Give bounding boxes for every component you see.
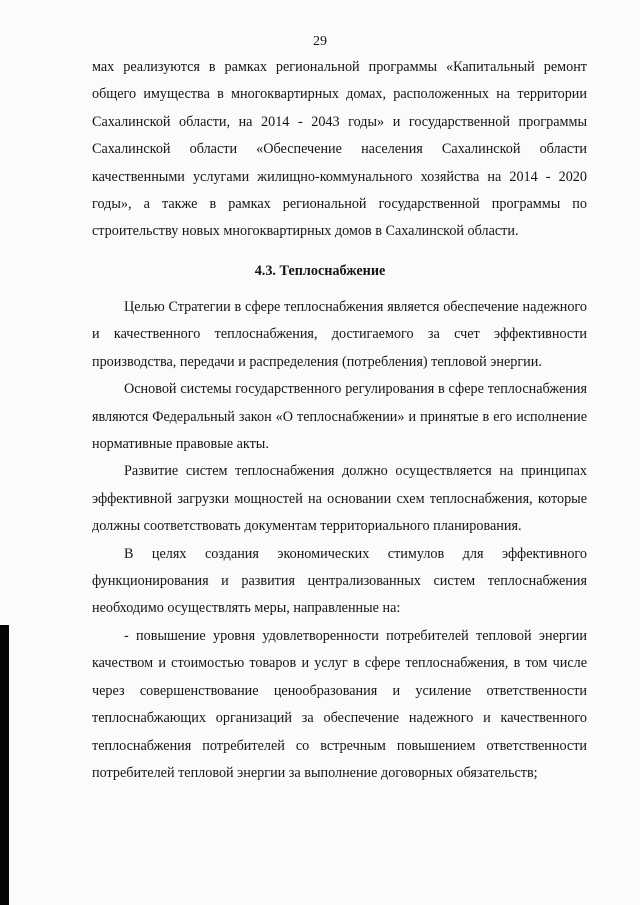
paragraph-regulation: Основой системы государственного регулирования в сфере теплоснабжения являются Федеральный закон «О теплоснабжении» и принятые в его исполнение нормативные правовые акты. — [92, 381, 587, 453]
intro-paragraph: мах реализуются в рамках региональной программы «Капитальный ремонт общего имущества в многоквартирных домах, расположенных на территории Сахалинской области, на 2014 - 2043 годы» и государственной программы Сахалинской области «Обеспечение населения Сахалинской области качественными услугами жилищно-коммунального хозяйства на 2014 - 2020 годы», а также в рамках региональной государственной программы по строительству новых многоквартирных домов в Сахалинской области. — [92, 59, 587, 240]
paragraph-development: Развитие систем теплоснабжения должно осуществляется на принципах эффективной загрузки мощностей на основании схем теплоснабжения, которые должны соответствовать документам территориального планирования. — [92, 463, 587, 535]
section-body — [92, 294, 587, 787]
continued-text-block — [92, 54, 587, 246]
scan-edge-shadow — [0, 625, 9, 905]
section-heading: 4.3. Теплоснабжение — [254, 263, 386, 279]
list-item-satisfaction: - повышение уровня удовлетворенности потребителей тепловой энергии качеством и стоимостью товаров и услуг в сфере теплоснабжения, в том числе через совершенствование ценообразования и усиление ответственности теплоснабжающих организаций за обеспечение надежного и качественного теплоснабжения потребителей со встречным повышением ответственности потребителей тепловой энергии за выполнение договорных обязательств; — [92, 627, 587, 781]
paragraph-measures-intro: В целях создания экономических стимулов для эффективного функционирования и развития централизованных систем теплоснабжения необходимо осуществлять меры, направленные на: — [92, 545, 587, 617]
paragraph-goal: Целью Стратегии в сфере теплоснабжения является обеспечение надежного и качественного теплоснабжения, достигаемого за счет эффективности производства, передачи и распределения (потребления) тепловой энергии. — [92, 299, 587, 370]
page-number: 29 — [313, 34, 327, 49]
